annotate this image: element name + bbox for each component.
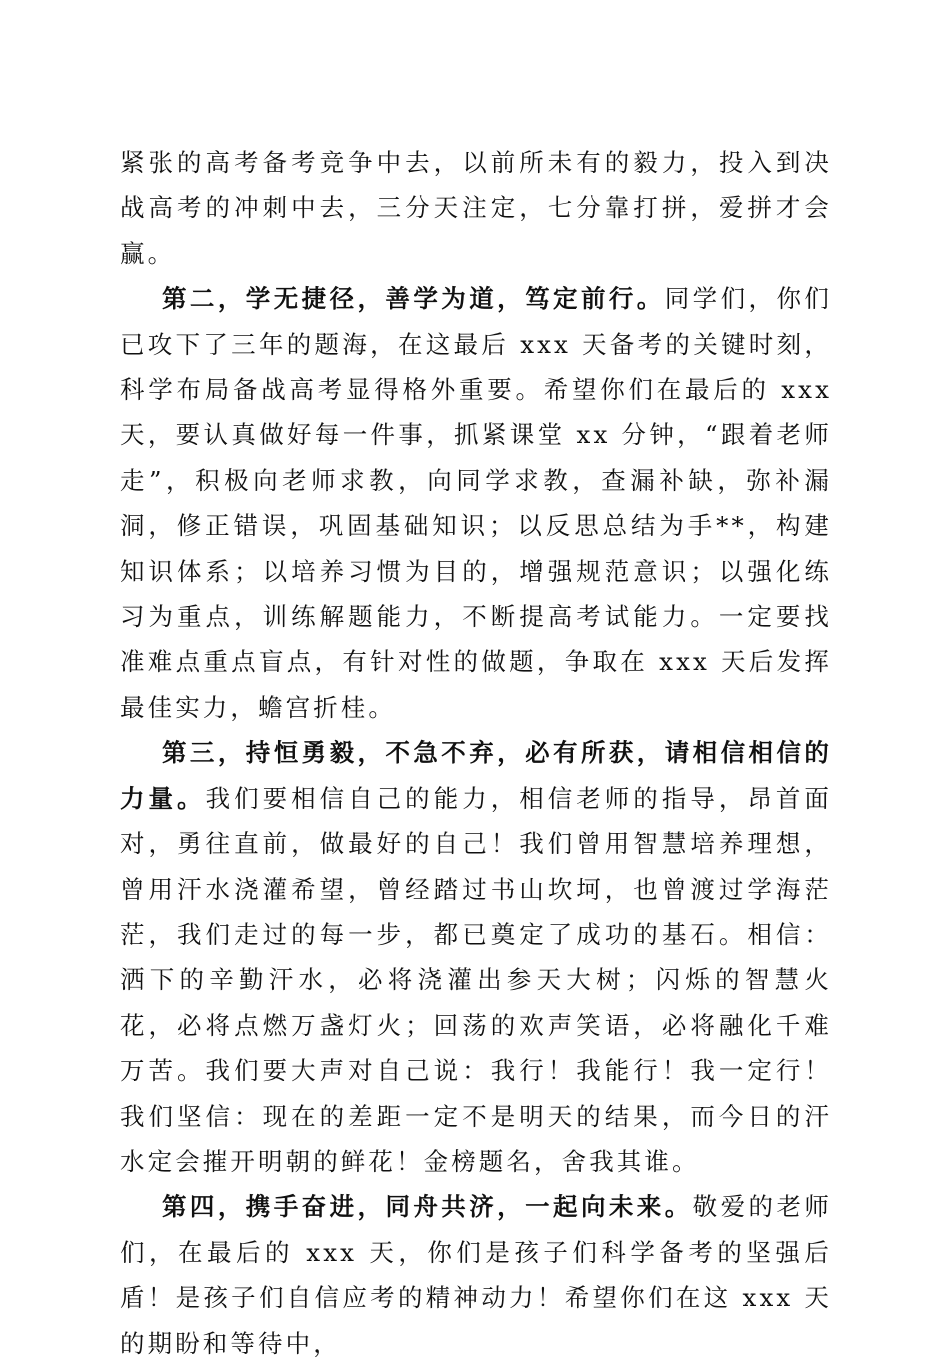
paragraph-point-two xyxy=(120,276,832,730)
paragraph-point-three xyxy=(120,730,832,1184)
paragraph-lead: 第二，学无捷径，善学为道，笃定前行。 xyxy=(162,284,665,314)
paragraph-continuation xyxy=(120,140,832,276)
paragraph-text: 我们要相信自己的能力，相信老师的指导，昂首面对，勇往直前，做最好的自己！我们曾用智慧培养理想，曾用汗水浇灌希望，曾经踏过书山坎坷，也曾渡过学海茫茫，我们走过的每一步，都已奠定了成功的基石。相信：洒下的辛勤汗水，必将浇灌出参天大树；闪烁的智慧火花，必将点燃万盏灯火；回荡的欢声笑语，必将融化千难万苦。我们要大声对自己说：我行！我能行！我一定行！我们坚信：现在的差距一定不是明天的结果，而今日的汗水定会摧开明朝的鲜花！金榜题名，舍我其谁。 xyxy=(120,783,832,1176)
paragraph-text: 同学们，你们已攻下了三年的题海，在这最后 xxx 天备考的关键时刻，科学布局备战高考显得格外重要。希望你们在最后的 xxx 天，要认真做好每一件事，抓紧课堂 xx 分钟，“跟着老师走”，积极向老师求教，向同学求教，查漏补缺，弥补漏洞，修正错误，巩固基础知识；以反思总结为手**，构建知识体系；以培养习惯为目的，增强规范意识；以强化练习为重点，训练解题能力，不断提高考试能力。一定要找准难点重点盲点，有针对性的做题，争取在 xxx 天后发挥最佳实力，蟾宫折桂。 xyxy=(120,284,832,722)
paragraph-lead: 第三，持恒勇毅，不急不弃，必有所获，请相信相信的力量。 xyxy=(120,738,832,813)
paragraph-lead: 第四，携手奋进，同舟共济，一起向未来。 xyxy=(162,1192,693,1222)
document-body xyxy=(120,140,832,1366)
paragraph-text: 敬爱的老师们，在最后的 xxx 天，你们是孩子们科学备考的坚强后盾！是孩子们自信应考的精神动力！希望你们在这 xxx 天的期盼和等待中， xyxy=(120,1192,832,1358)
paragraph-text: 紧张的高考备考竞争中去，以前所未有的毅力，投入到决战高考的冲刺中去，三分天注定，七分靠打拼，爱拼才会赢。 xyxy=(120,148,832,268)
paragraph-point-four xyxy=(120,1184,832,1366)
